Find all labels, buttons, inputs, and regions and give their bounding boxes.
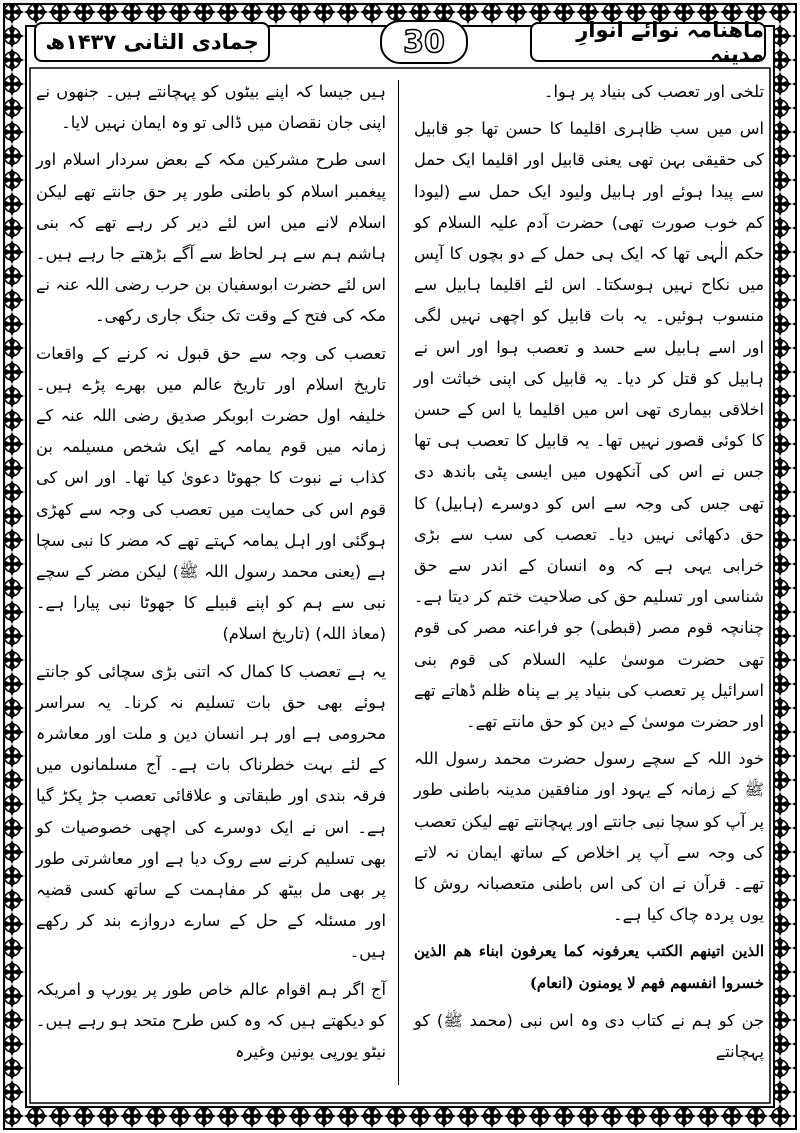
issue-date: جمادی الثانی ۱۴۳۷ھ bbox=[34, 22, 270, 62]
page-header bbox=[28, 20, 772, 64]
page-number: 30 bbox=[403, 24, 445, 60]
paragraph: خود اللہ کے سچے رسول حضرت محمد رسول اللہ ﷺ کے زمانہ کے یہود اور منافقین مدینہ باطنی طور پر آپ کو سچا نبی جانتے اور پہچانتے تھے لیکن تعصب کی وجہ سے آپ پر اخلاص کے ساتھ ایمان نہ لاتے تھے۔ قرآن نے ان کی اس باطنی متعصبانہ روش کا یوں پردہ چاک کیا ہے۔ bbox=[414, 749, 764, 925]
quran-verse: الذین اتینھم الکتب یعرفونہ کما یعرفون ابناء ھم الذین خسروا انفسھم فھم لا یومنون (انعام) bbox=[414, 942, 764, 992]
left-column bbox=[36, 76, 386, 1096]
paragraph: اسی طرح مشرکین مکہ کے بعض سردار اسلام اور پیغمبر اسلام کو باطنی طور پر حق جانتے تھے لیکن اسلام لانے میں اس لئے دیر کر رہے تھے کہ بنی ہاشم ہم سے ہر لحاظ سے آگے بڑھتے جا رہے ہیں۔ اس لئے حضرت ابوسفیان بن حرب رضی اللہ عنہ نے مکہ کی فتح کے وقت تک جنگ جاری رکھی۔ bbox=[36, 150, 386, 326]
paragraph: تلخی اور تعصب کی بنیاد پر ہوا۔ bbox=[544, 82, 764, 101]
paragraph: تعصب کی وجہ سے حق قبول نہ کرنے کے واقعات تاریخ اسلام اور تاریخ عالم میں بھرے پڑے ہیں۔ خلیفہ اول حضرت ابوبکر صدیق رضی اللہ عنہ کے زمانہ میں قوم یمامہ کے ایک شخص مسیلمہ بن کذاب نے نبوت کا جھوٹا دعویٰ کیا تھا۔ اور اس کی قوم اس کی حمایت میں تعصب کی وجہ سے کھڑی ہوگئی اور اہل یمامہ کہتے تھے کہ مضر کا نبی سچا ہے (یعنی محمد رسول اللہ ﷺ) لیکن مضر کے سچے نبی سے ہم کو اپنے قبیلے کا جھوٹا نبی پیارا ہے۔ (معاذ اللہ) (تاریخ اسلام) bbox=[36, 343, 386, 644]
page-number-badge bbox=[380, 20, 468, 64]
paragraph: یہ ہے تعصب کا کمال کہ اتنی بڑی سچائی کو جانتے ہوئے بھی حق بات تسلیم نہ کرنا۔ یہ سراسر محرومی ہے اور ہر انسان دین و ملت اور معاشرہ کے لئے بہت خطرناک بات ہے۔ آج مسلمانوں میں فرقہ بندی اور طبقاتی و علاقائی تعصب جڑ پکڑ گیا ہے۔ اس نے ایک دوسرے کی اچھی خصوصیات کو بھی تسلیم کرنے سے روک دیا ہے اور معاشرتی طور پر بھی مل بیٹھ کر مفاہمت کے ساتھ کسی قضیہ اور مسئلہ کے حل کے سارے دروازے بند کر رکھے ہیں۔ bbox=[36, 661, 386, 962]
right-column bbox=[414, 76, 764, 1096]
paragraph: اس میں سب ظاہری اقلیما کا حسن تھا جو قابیل کی حقیقی بہن تھی یعنی قابیل اور اقلیما ایک حمل سے پیدا ہوئے اور ہابیل ولیود ایک حمل سے (لیودا کم خوب صورت تھی) حضرت آدم علیہ السلام کو حکم الٰہی تھا کہ ایک ہی حمل کے دو بچوں کا آپس میں نکاح نہیں ہوسکتا۔ اس لئے اقلیما ہابیل سے منسوب ہوئیں۔ یہ بات قابیل کو اچھی نہیں لگی اور اسے ہابیل سے حسد و تعصب ہوا اور اس نے ہابیل کو قتل کر دیا۔ یہ قابیل کی اپنی خباثت اور اخلاقی بیماری تھی اس میں اقلیما یا اس کے حسن کا کوئی قصور نہیں تھا۔ یہ قابیل کا تعصب ہی تھا جس نے اس کی آنکھوں میں ایسی پٹی باندھ دی تھی جس کی وجہ سے اس کو دوسرے (ہابیل) کا حق دکھائی نہیں دیا۔ تعصب کی سب سے بڑی خرابی یہی ہے کہ وہ انسان کے اندر سے حق شناسی اور تسلیم حق کی صلاحیت ختم کر دیتا ہے۔ چنانچہ قوم مصر (قبطی) جو فراعنہ مصر کی قوم تھی حضرت موسیٰ علیہ السلام کی قوم بنی اسرائیل پر تعصب کی بنیاد پر بے پناہ ظلم ڈھاتے تھے اور حضرت موسیٰ کے دین کو حق مانتے تھے۔ bbox=[414, 119, 764, 732]
paragraph: آج اگر ہم اقوام عالم خاص طور پر یورپ و امریکہ کو دیکھتے ہیں کہ وہ کس طرح متحد ہو رہے ہیں۔ نیٹو یورپی یونین وغیرہ bbox=[36, 979, 386, 1062]
column-divider bbox=[398, 80, 399, 1085]
paragraph: جن کو ہم نے کتاب دی وہ اس نبی (محمد ﷺ) کو پہچانتے bbox=[414, 1010, 764, 1062]
magazine-title: ماهنامہ نوائے انوارِ مدینہ bbox=[530, 22, 766, 62]
paragraph: ہیں جیسا کہ اپنے بیٹوں کو پہچانتے ہیں۔ جنھوں نے اپنی جان نقصان میں ڈالی تو وہ ایمان نہیں لایا۔ bbox=[36, 82, 386, 133]
